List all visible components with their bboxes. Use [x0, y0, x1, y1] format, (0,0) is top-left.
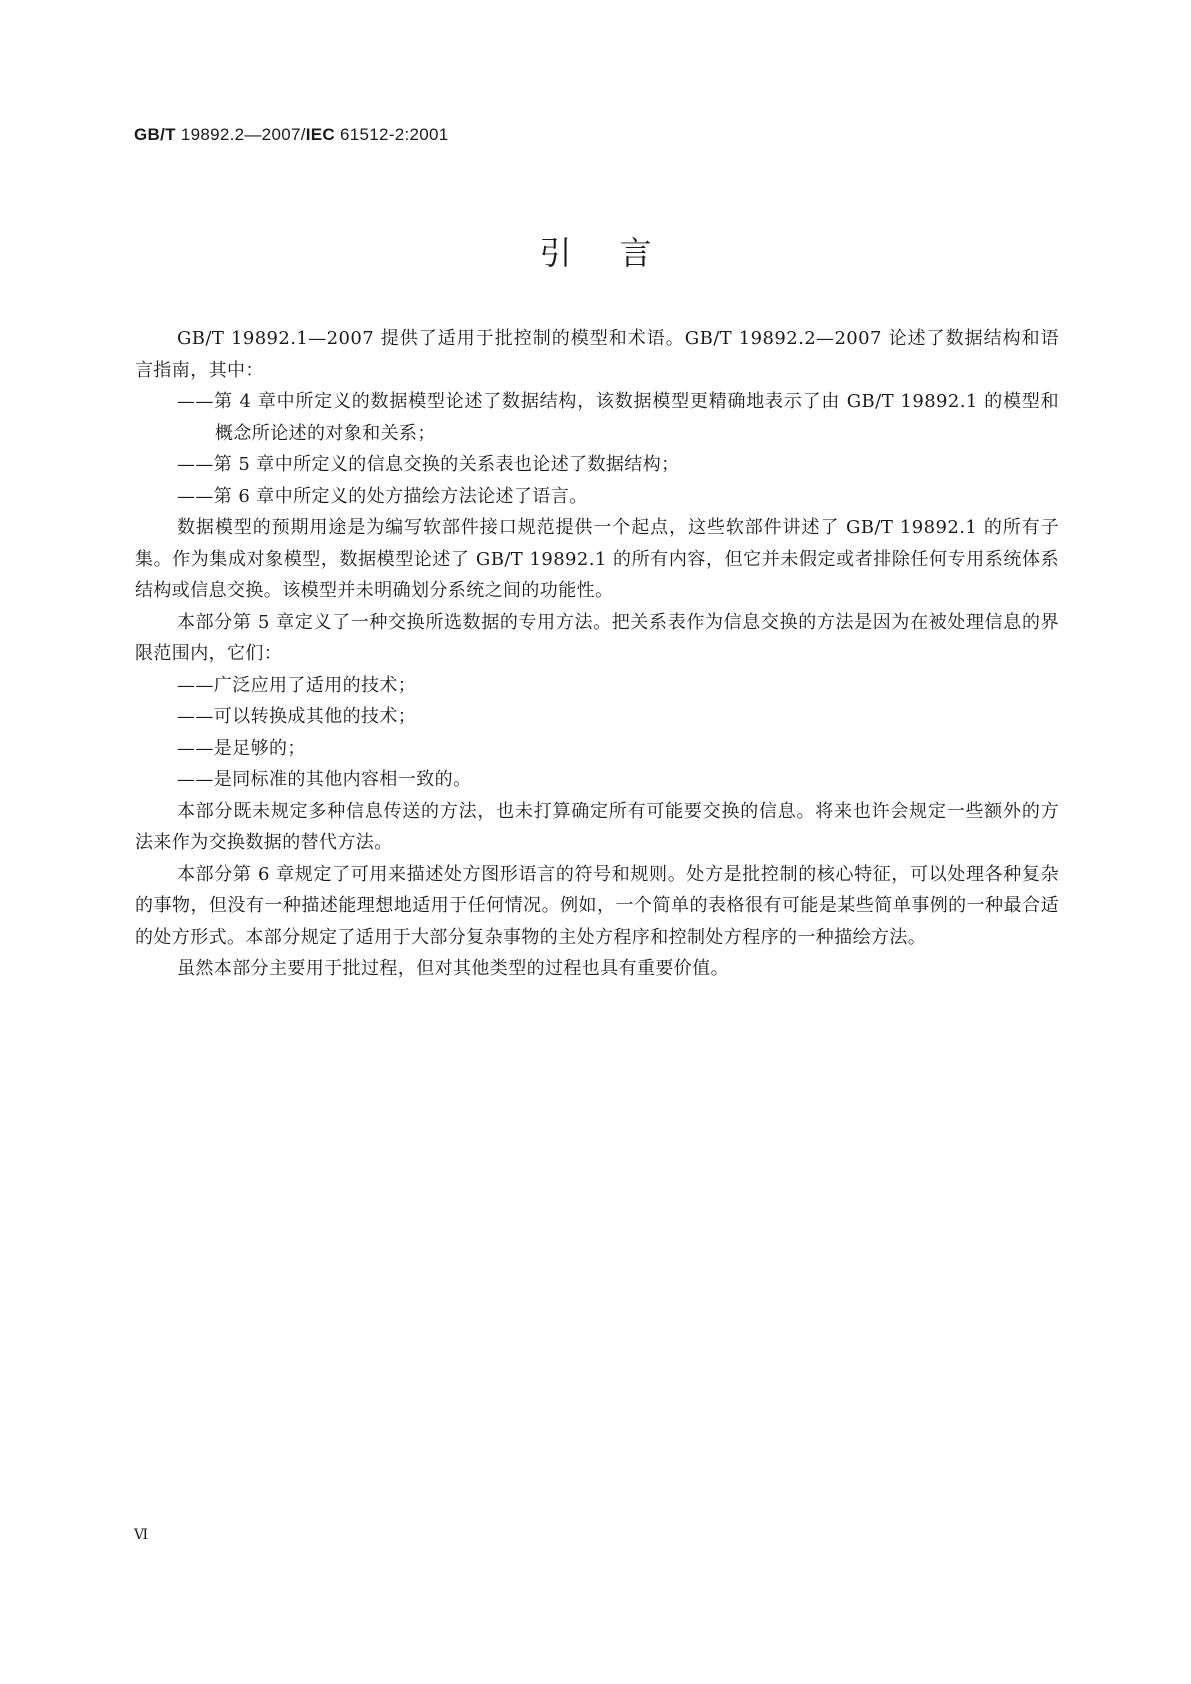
paragraph: 虽然本部分主要用于批过程，但对其他类型的过程也具有重要价值。	[177, 958, 729, 979]
standard-code-prefix: GB/T	[134, 125, 176, 144]
standard-code-main: 19892.2—2007/	[175, 125, 306, 144]
paragraph: GB/T 19892.1—2007 提供了适用于批控制的模型和术语。GB/T 19892.2—2007 论述了数据结构和语言指南，其中：	[135, 328, 1059, 381]
list-item: ——第 4 章中所定义的数据模型论述了数据结构，该数据模型更精确地表示了由 GB/T 19892.1 的模型和概念所论述的对象和关系；	[177, 391, 1059, 444]
page-title: 引言	[539, 234, 700, 272]
list-item: ——第 5 章中所定义的信息交换的关系表也论述了数据结构；	[177, 454, 680, 475]
list-item: ——第 6 章中所定义的处方描绘方法论述了语言。	[177, 485, 588, 507]
paragraph: 本部分第 5 章定义了一种交换所选数据的专用方法。把关系表作为信息交换的方法是因为在被处理信息的界限范围内，它们：	[135, 611, 1059, 664]
paragraph: 数据模型的预期用途是为编写软部件接口规范提供一个起点，这些软部件讲述了 GB/T 19892.1 的所有子集。作为集成对象模型，数据模型论述了 GB/T 19892.1 的所有内容，但它并未假定或者排除任何专用系统体系结构或信息交换。该模型并未明确划分系统之间的功能性。	[135, 517, 1059, 601]
document-body	[135, 323, 1059, 985]
list-item: ——是同标准的其他内容相一致的。	[177, 769, 472, 790]
list-item: ——可以转换成其他的技术；	[177, 706, 417, 727]
standard-code-iec-prefix: IEC	[305, 125, 335, 144]
paragraph: 本部分既未规定多种信息传送的方法，也未打算确定所有可能要交换的信息。将来也许会规定一些额外的方法来作为交换数据的替代方法。	[135, 800, 1059, 853]
page-number: Ⅵ	[134, 1527, 149, 1543]
list-item: ——是足够的；	[177, 737, 306, 759]
standard-code-iec: 61512-2:2001	[334, 125, 449, 144]
paragraph: 本部分第 6 章规定了可用来描述处方图形语言的符号和规则。处方是批控制的核心特征，可以处理各种复杂的事物，但没有一种描述能理想地适用于任何情况。例如，一个简单的表格很有可能是某些简单事例的一种最合适的处方形式。本部分规定了适用于大部分复杂事物的主处方程序和控制处方程序的一种描绘方法。	[135, 863, 1059, 948]
standard-code-header	[134, 125, 449, 145]
list-item: ——广泛应用了适用的技术；	[177, 674, 417, 696]
